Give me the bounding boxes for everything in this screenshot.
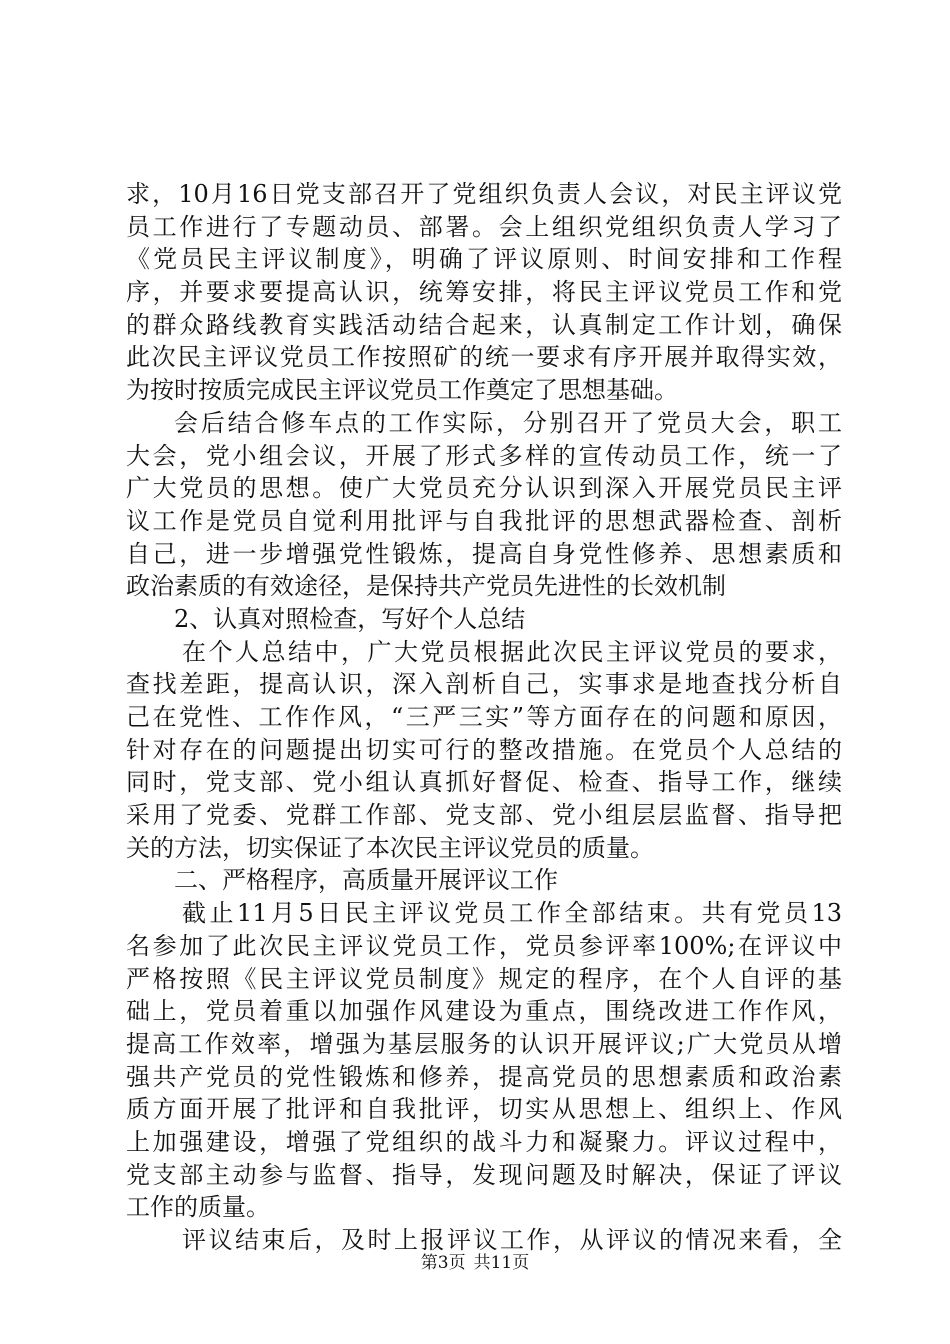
text-line: 广大党员的思想。使广大党员充分认识到深入开展党员民主评 (126, 474, 842, 503)
text-line: 议工作是党员自觉利用批评与自我批评的思想武器检查、剖析 (126, 506, 842, 535)
text-line: 此次民主评议党员工作按照矿的统一要求有序开展并取得实效， (126, 343, 842, 372)
paragraph-first-line: 在个人总结中，广大党员根据此次民主评议党员的要求， (182, 637, 842, 666)
text-line: 质方面开展了批评和自我批评，切实从思想上、组织上、作风 (126, 1095, 842, 1124)
text-line: 查找差距，提高认识，深入剖析自己，实事求是地查找分析自 (126, 670, 842, 699)
text-line: 员工作进行了专题动员、部署。会上组织党组织负责人学习了 (126, 212, 842, 241)
text-line: 求，10月16日党支部召开了党组织负责人会议，对民主评议党 (126, 180, 842, 208)
text-line: 础上，党员着重以加强作风建设为重点，围绕改进工作作风， (126, 997, 842, 1026)
paragraph-first-line: 截止11月5日民主评议党员工作全部结束。共有党员13 (182, 899, 842, 928)
text-line: 大会，党小组会议，开展了形式多样的宣传动员工作，统一了 (126, 441, 842, 470)
text-line: 提高工作效率，增强为基层服务的认识开展评议;广大党员从增 (126, 1029, 842, 1058)
text-line: 名参加了此次民主评议党员工作，党员参评率100%;在评议中 (126, 931, 842, 960)
page-total: 共11页 (473, 1253, 530, 1273)
text-line: 为按时按质完成民主评议党员工作奠定了思想基础。 (126, 376, 678, 405)
text-line: 采用了党委、党群工作部、党支部、党小组层层监督、指导把 (126, 801, 842, 830)
text-line: 同时，党支部、党小组认真抓好督促、检查、指导工作，继续 (126, 768, 842, 797)
text-line: 序，并要求要提高认识，统筹安排，将民主评议党员工作和党 (126, 278, 842, 307)
text-line: 政治素质的有效途径，是保持共产党员先进性的长效机制 (126, 572, 726, 601)
section-heading: 二、严格程序，高质量开展评议工作 (174, 866, 558, 895)
page-footer (0, 1252, 950, 1274)
text-line: 工作的质量。 (126, 1193, 270, 1222)
text-line: 自己，进一步增强党性锻炼，提高自身党性修养、思想素质和 (126, 539, 842, 568)
text-line: 强共产党员的党性锻炼和修养，提高党员的思想素质和政治素 (126, 1062, 842, 1091)
text-line: 上加强建设，增强了党组织的战斗力和凝聚力。评议过程中， (126, 1127, 842, 1156)
text-line: 党支部主动参与监督、指导，发现问题及时解决，保证了评议 (126, 1160, 842, 1189)
paragraph-first-line: 会后结合修车点的工作实际，分别召开了党员大会，职工 (174, 408, 842, 437)
text-line: 针对存在的问题提出切实可行的整改措施。在党员个人总结的 (126, 735, 842, 764)
page-number: 第3页 (420, 1253, 466, 1273)
section-heading: 2、认真对照检查，写好个人总结 (174, 604, 526, 633)
text-line: 己在党性、工作作风，“三严三实”等方面存在的问题和原因， (126, 703, 842, 731)
text-line: 《党员民主评议制度》，明确了评议原则、时间安排和工作程 (126, 245, 842, 274)
text-line: 严格按照《民主评议党员制度》规定的程序，在个人自评的基 (126, 964, 842, 993)
text-line: 关的方法，切实保证了本次民主评议党员的质量。 (126, 833, 654, 862)
paragraph-first-line: 评议结束后，及时上报评议工作，从评议的情况来看，全 (182, 1226, 842, 1254)
text-line: 的群众路线教育实践活动结合起来，认真制定工作计划，确保 (126, 310, 842, 339)
document-body (126, 178, 842, 1257)
